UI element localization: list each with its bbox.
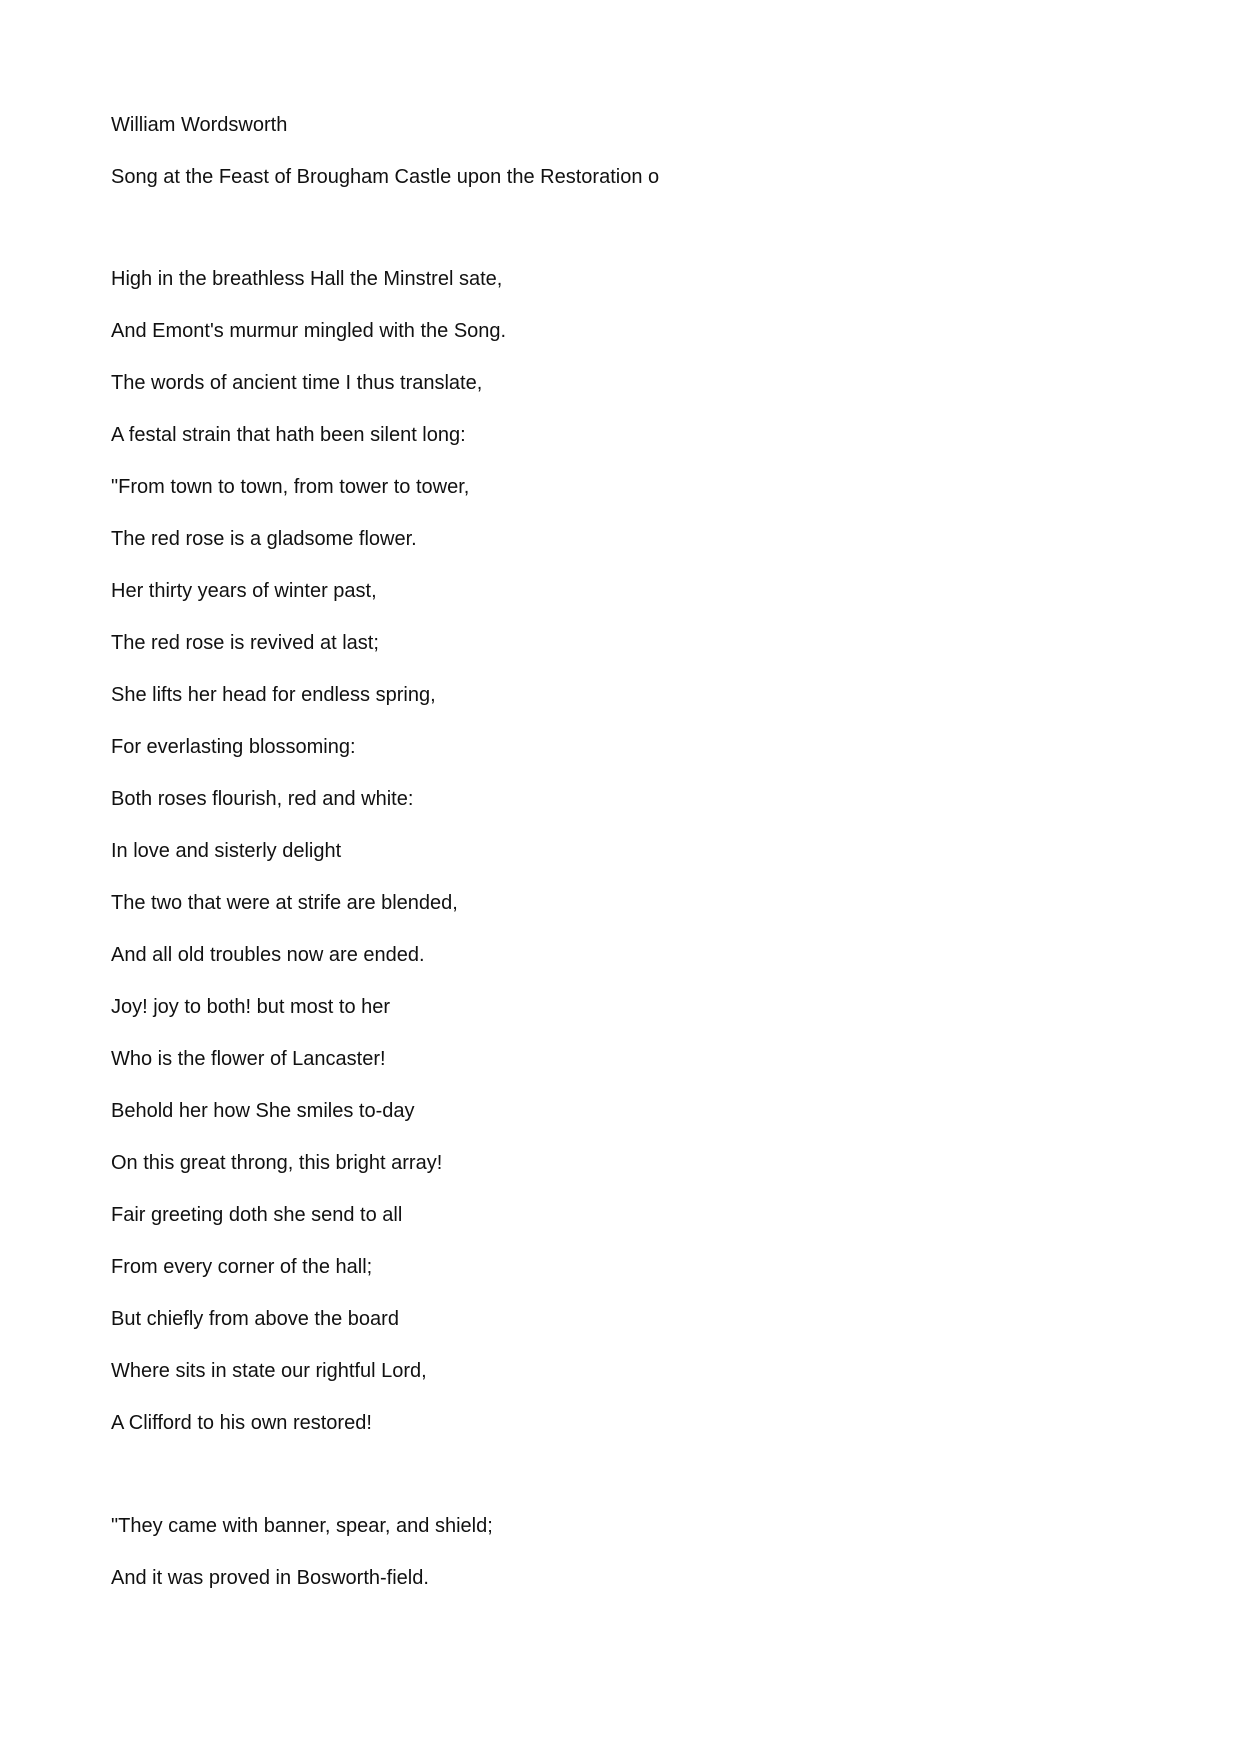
poem-line: A Clifford to his own restored!: [111, 1412, 372, 1434]
poem-line: For everlasting blossoming:: [111, 736, 356, 758]
poem-line: "From town to town, from tower to tower,: [111, 476, 470, 498]
poem-line: In love and sisterly delight: [111, 840, 342, 862]
poem-line: A festal strain that hath been silent long:: [111, 424, 466, 446]
poem-line: The two that were at strife are blended,: [111, 892, 458, 914]
poem-line: "They came with banner, spear, and shield;: [111, 1515, 493, 1537]
poem-line: But chiefly from above the board: [111, 1308, 399, 1330]
poem-title: Song at the Feast of Brougham Castle upon the Restoration o: [111, 166, 660, 188]
poem-line: Fair greeting doth she send to all: [111, 1204, 403, 1226]
poem-line: And all old troubles now are ended.: [111, 944, 425, 966]
poem-line: Her thirty years of winter past,: [111, 580, 377, 602]
author-name: William Wordsworth: [111, 114, 288, 136]
poem-line: She lifts her head for endless spring,: [111, 684, 436, 706]
poem-line: The red rose is a gladsome flower.: [111, 528, 417, 550]
poem-line: Behold her how She smiles to-day: [111, 1100, 415, 1122]
poem-line: On this great throng, this bright array!: [111, 1152, 443, 1174]
poem-line: The words of ancient time I thus translate,: [111, 372, 483, 394]
poem-line: High in the breathless Hall the Minstrel sate,: [111, 268, 503, 290]
poem-line: From every corner of the hall;: [111, 1256, 373, 1278]
poem-line: Joy! joy to both! but most to her: [111, 996, 391, 1018]
poem-line: Where sits in state our rightful Lord,: [111, 1360, 427, 1382]
poem-line: Both roses flourish, red and white:: [111, 788, 414, 810]
poem-line: The red rose is revived at last;: [111, 632, 379, 654]
poem-line: And it was proved in Bosworth-field.: [111, 1567, 429, 1589]
poem-line: And Emont's murmur mingled with the Song.: [111, 320, 507, 342]
poem-line: Who is the flower of Lancaster!: [111, 1048, 386, 1070]
